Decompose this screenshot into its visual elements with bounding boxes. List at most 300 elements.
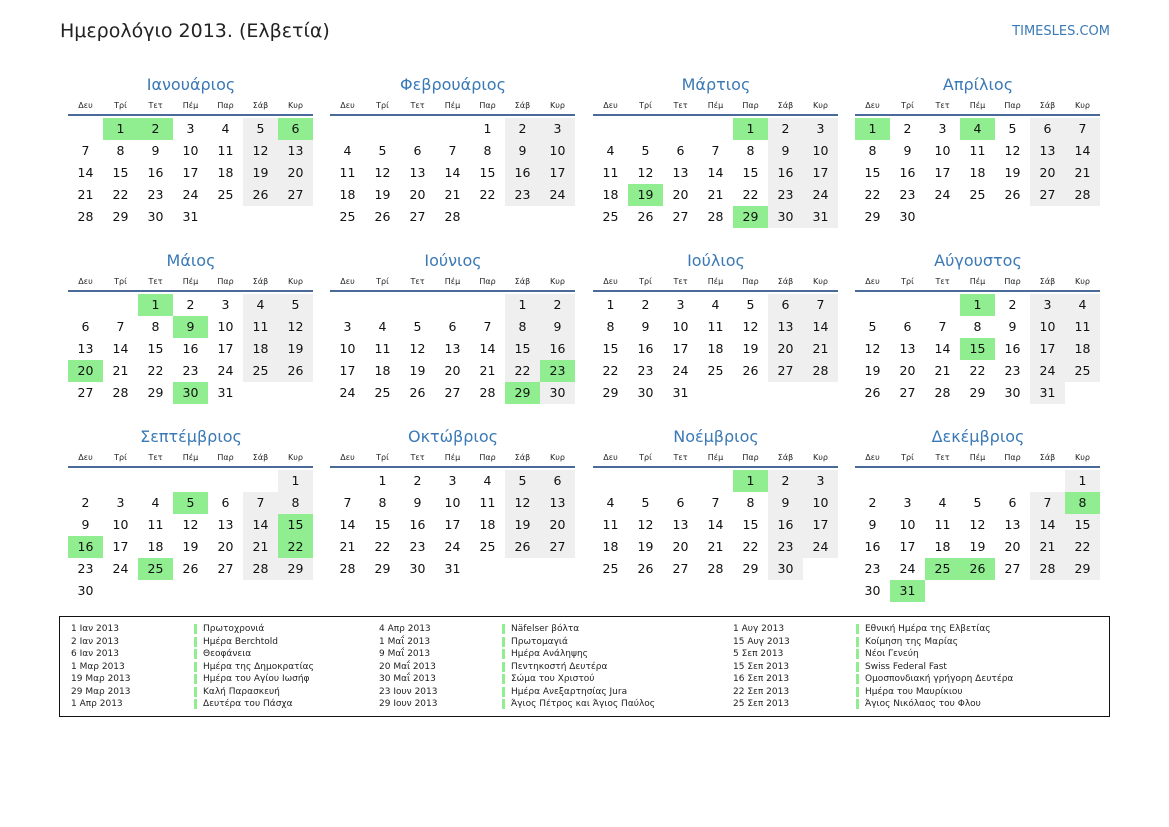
- day-cell[interactable]: 22: [505, 360, 540, 382]
- day-cell[interactable]: 16: [768, 162, 803, 184]
- day-cell[interactable]: 5: [973, 495, 982, 510]
- day-cell[interactable]: 5: [278, 294, 313, 316]
- day-cell[interactable]: 4: [1065, 294, 1100, 316]
- day-cell[interactable]: 15: [112, 165, 129, 180]
- holiday-day-cell[interactable]: 25: [925, 558, 960, 580]
- day-cell[interactable]: 21: [479, 363, 496, 378]
- day-cell[interactable]: 9: [81, 517, 90, 532]
- day-cell[interactable]: 29: [969, 385, 986, 400]
- day-cell[interactable]: 9: [151, 143, 160, 158]
- day-cell[interactable]: 24: [444, 539, 461, 554]
- day-cell[interactable]: 8: [973, 319, 982, 334]
- day-cell[interactable]: 17: [803, 514, 838, 536]
- day-cell[interactable]: 16: [1004, 341, 1021, 356]
- day-cell[interactable]: 30: [77, 583, 94, 598]
- day-cell[interactable]: 17: [934, 165, 951, 180]
- day-cell[interactable]: 17: [112, 539, 129, 554]
- day-cell[interactable]: 5: [378, 143, 387, 158]
- day-cell[interactable]: 3: [540, 118, 575, 140]
- day-cell[interactable]: 28: [444, 209, 461, 224]
- day-cell[interactable]: 5: [746, 297, 755, 312]
- day-cell[interactable]: 28: [1065, 184, 1100, 206]
- holiday-day-cell[interactable]: 1: [960, 294, 995, 316]
- day-cell[interactable]: 22: [864, 187, 881, 202]
- day-cell[interactable]: 10: [803, 140, 838, 162]
- day-cell[interactable]: 9: [505, 140, 540, 162]
- day-cell[interactable]: 17: [803, 162, 838, 184]
- day-cell[interactable]: 31: [444, 561, 461, 576]
- day-cell[interactable]: 25: [374, 385, 391, 400]
- day-cell[interactable]: 26: [637, 209, 654, 224]
- day-cell[interactable]: 14: [803, 316, 838, 338]
- day-cell[interactable]: 9: [768, 492, 803, 514]
- day-cell[interactable]: 2: [868, 495, 877, 510]
- day-cell[interactable]: 19: [742, 341, 759, 356]
- day-cell[interactable]: 15: [864, 165, 881, 180]
- day-cell[interactable]: 18: [1065, 338, 1100, 360]
- day-cell[interactable]: 16: [540, 338, 575, 360]
- day-cell[interactable]: 9: [903, 143, 912, 158]
- day-cell[interactable]: 19: [182, 539, 199, 554]
- day-cell[interactable]: 15: [742, 517, 759, 532]
- day-cell[interactable]: 6: [768, 294, 803, 316]
- day-cell[interactable]: 4: [606, 143, 615, 158]
- day-cell[interactable]: 16: [899, 165, 916, 180]
- day-cell[interactable]: 3: [116, 495, 125, 510]
- day-cell[interactable]: 26: [1004, 187, 1021, 202]
- day-cell[interactable]: 23: [147, 187, 164, 202]
- day-cell[interactable]: 3: [803, 470, 838, 492]
- day-cell[interactable]: 16: [182, 341, 199, 356]
- day-cell[interactable]: 6: [81, 319, 90, 334]
- day-cell[interactable]: 23: [505, 184, 540, 206]
- day-cell[interactable]: 14: [934, 341, 951, 356]
- day-cell[interactable]: 6: [1008, 495, 1017, 510]
- day-cell[interactable]: 20: [672, 187, 689, 202]
- holiday-day-cell[interactable]: 9: [173, 316, 208, 338]
- day-cell[interactable]: 19: [637, 539, 654, 554]
- day-cell[interactable]: 14: [707, 517, 724, 532]
- day-cell[interactable]: 26: [742, 363, 759, 378]
- day-cell[interactable]: 5: [641, 495, 650, 510]
- day-cell[interactable]: 6: [1030, 118, 1065, 140]
- day-cell[interactable]: 17: [1030, 338, 1065, 360]
- day-cell[interactable]: 11: [147, 517, 164, 532]
- day-cell[interactable]: 4: [938, 495, 947, 510]
- day-cell[interactable]: 16: [768, 514, 803, 536]
- day-cell[interactable]: 6: [221, 495, 230, 510]
- day-cell[interactable]: 14: [707, 165, 724, 180]
- day-cell[interactable]: 15: [742, 165, 759, 180]
- day-cell[interactable]: 18: [147, 539, 164, 554]
- day-cell[interactable]: 23: [899, 187, 916, 202]
- day-cell[interactable]: 11: [934, 517, 951, 532]
- day-cell[interactable]: 18: [217, 165, 234, 180]
- day-cell[interactable]: 19: [505, 514, 540, 536]
- day-cell[interactable]: 12: [742, 319, 759, 334]
- day-cell[interactable]: 13: [672, 165, 689, 180]
- day-cell[interactable]: 10: [672, 319, 689, 334]
- day-cell[interactable]: 25: [243, 360, 278, 382]
- day-cell[interactable]: 13: [1004, 517, 1021, 532]
- day-cell[interactable]: 27: [217, 561, 234, 576]
- day-cell[interactable]: 9: [1008, 319, 1017, 334]
- day-cell[interactable]: 3: [448, 473, 457, 488]
- day-cell[interactable]: 18: [243, 338, 278, 360]
- day-cell[interactable]: 27: [540, 536, 575, 558]
- day-cell[interactable]: 12: [505, 492, 540, 514]
- day-cell[interactable]: 8: [868, 143, 877, 158]
- day-cell[interactable]: 29: [374, 561, 391, 576]
- day-cell[interactable]: 3: [803, 118, 838, 140]
- day-cell[interactable]: 10: [444, 495, 461, 510]
- day-cell[interactable]: 5: [1008, 121, 1017, 136]
- day-cell[interactable]: 3: [676, 297, 685, 312]
- day-cell[interactable]: 8: [606, 319, 615, 334]
- holiday-day-cell[interactable]: 8: [1065, 492, 1100, 514]
- day-cell[interactable]: 22: [374, 539, 391, 554]
- day-cell[interactable]: 12: [969, 517, 986, 532]
- day-cell[interactable]: 28: [934, 385, 951, 400]
- day-cell[interactable]: 15: [479, 165, 496, 180]
- day-cell[interactable]: 15: [602, 341, 619, 356]
- day-cell[interactable]: 10: [1030, 316, 1065, 338]
- day-cell[interactable]: 27: [672, 561, 689, 576]
- day-cell[interactable]: 3: [903, 495, 912, 510]
- holiday-day-cell[interactable]: 1: [138, 294, 173, 316]
- day-cell[interactable]: 15: [374, 517, 391, 532]
- day-cell[interactable]: 2: [540, 294, 575, 316]
- day-cell[interactable]: 12: [409, 341, 426, 356]
- day-cell[interactable]: 7: [803, 294, 838, 316]
- day-cell[interactable]: 2: [413, 473, 422, 488]
- day-cell[interactable]: 25: [707, 363, 724, 378]
- day-cell[interactable]: 12: [243, 140, 278, 162]
- day-cell[interactable]: 31: [182, 209, 199, 224]
- day-cell[interactable]: 20: [217, 539, 234, 554]
- day-cell[interactable]: 13: [444, 341, 461, 356]
- day-cell[interactable]: 2: [505, 118, 540, 140]
- day-cell[interactable]: 10: [803, 492, 838, 514]
- day-cell[interactable]: 12: [864, 341, 881, 356]
- day-cell[interactable]: 24: [934, 187, 951, 202]
- day-cell[interactable]: 17: [540, 162, 575, 184]
- day-cell[interactable]: 17: [444, 517, 461, 532]
- day-cell[interactable]: 22: [742, 539, 759, 554]
- holiday-day-cell[interactable]: 19: [628, 184, 663, 206]
- day-cell[interactable]: 21: [1030, 536, 1065, 558]
- day-cell[interactable]: 16: [409, 517, 426, 532]
- day-cell[interactable]: 31: [803, 206, 838, 228]
- day-cell[interactable]: 13: [1030, 140, 1065, 162]
- day-cell[interactable]: 30: [768, 206, 803, 228]
- day-cell[interactable]: 25: [217, 187, 234, 202]
- day-cell[interactable]: 7: [81, 143, 90, 158]
- day-cell[interactable]: 22: [969, 363, 986, 378]
- day-cell[interactable]: 17: [339, 363, 356, 378]
- day-cell[interactable]: 17: [899, 539, 916, 554]
- day-cell[interactable]: 13: [77, 341, 94, 356]
- day-cell[interactable]: 4: [378, 319, 387, 334]
- day-cell[interactable]: 19: [374, 187, 391, 202]
- day-cell[interactable]: 27: [444, 385, 461, 400]
- day-cell[interactable]: 22: [112, 187, 129, 202]
- day-cell[interactable]: 21: [339, 539, 356, 554]
- day-cell[interactable]: 11: [602, 165, 619, 180]
- day-cell[interactable]: 8: [278, 492, 313, 514]
- holiday-day-cell[interactable]: 26: [960, 558, 995, 580]
- day-cell[interactable]: 10: [112, 517, 129, 532]
- day-cell[interactable]: 14: [112, 341, 129, 356]
- day-cell[interactable]: 5: [868, 319, 877, 334]
- brand-link[interactable]: TIMESLES.COM: [1012, 24, 1110, 39]
- holiday-day-cell[interactable]: 1: [103, 118, 138, 140]
- day-cell[interactable]: 10: [182, 143, 199, 158]
- day-cell[interactable]: 7: [711, 143, 720, 158]
- holiday-day-cell[interactable]: 29: [733, 206, 768, 228]
- day-cell[interactable]: 20: [540, 514, 575, 536]
- day-cell[interactable]: 9: [641, 319, 650, 334]
- day-cell[interactable]: 28: [77, 209, 94, 224]
- day-cell[interactable]: 20: [409, 187, 426, 202]
- day-cell[interactable]: 12: [182, 517, 199, 532]
- day-cell[interactable]: 26: [505, 536, 540, 558]
- day-cell[interactable]: 23: [768, 184, 803, 206]
- day-cell[interactable]: 27: [1030, 184, 1065, 206]
- day-cell[interactable]: 30: [768, 558, 803, 580]
- day-cell[interactable]: 20: [1030, 162, 1065, 184]
- day-cell[interactable]: 18: [934, 539, 951, 554]
- day-cell[interactable]: 15: [505, 338, 540, 360]
- day-cell[interactable]: 2: [768, 118, 803, 140]
- day-cell[interactable]: 16: [637, 341, 654, 356]
- day-cell[interactable]: 10: [934, 143, 951, 158]
- day-cell[interactable]: 8: [505, 316, 540, 338]
- day-cell[interactable]: 23: [768, 536, 803, 558]
- day-cell[interactable]: 4: [343, 143, 352, 158]
- holiday-day-cell[interactable]: 30: [173, 382, 208, 404]
- day-cell[interactable]: 10: [540, 140, 575, 162]
- day-cell[interactable]: 30: [899, 209, 916, 224]
- day-cell[interactable]: 3: [1030, 294, 1065, 316]
- day-cell[interactable]: 22: [1065, 536, 1100, 558]
- day-cell[interactable]: 11: [217, 143, 234, 158]
- day-cell[interactable]: 12: [637, 517, 654, 532]
- holiday-day-cell[interactable]: 1: [855, 118, 890, 140]
- day-cell[interactable]: 23: [637, 363, 654, 378]
- day-cell[interactable]: 21: [803, 338, 838, 360]
- holiday-day-cell[interactable]: 22: [278, 536, 313, 558]
- day-cell[interactable]: 28: [707, 561, 724, 576]
- day-cell[interactable]: 18: [602, 539, 619, 554]
- day-cell[interactable]: 27: [278, 184, 313, 206]
- day-cell[interactable]: 17: [182, 165, 199, 180]
- day-cell[interactable]: 28: [707, 209, 724, 224]
- day-cell[interactable]: 28: [339, 561, 356, 576]
- day-cell[interactable]: 8: [746, 143, 755, 158]
- day-cell[interactable]: 11: [339, 165, 356, 180]
- day-cell[interactable]: 28: [243, 558, 278, 580]
- day-cell[interactable]: 21: [1065, 162, 1100, 184]
- day-cell[interactable]: 28: [1030, 558, 1065, 580]
- holiday-day-cell[interactable]: 6: [278, 118, 313, 140]
- day-cell[interactable]: 31: [672, 385, 689, 400]
- day-cell[interactable]: 10: [217, 319, 234, 334]
- day-cell[interactable]: 18: [479, 517, 496, 532]
- day-cell[interactable]: 2: [1008, 297, 1017, 312]
- day-cell[interactable]: 30: [864, 583, 881, 598]
- day-cell[interactable]: 21: [112, 363, 129, 378]
- day-cell[interactable]: 5: [243, 118, 278, 140]
- day-cell[interactable]: 1: [378, 473, 387, 488]
- day-cell[interactable]: 28: [112, 385, 129, 400]
- day-cell[interactable]: 4: [711, 297, 720, 312]
- holiday-day-cell[interactable]: 29: [505, 382, 540, 404]
- day-cell[interactable]: 25: [602, 209, 619, 224]
- day-cell[interactable]: 6: [540, 470, 575, 492]
- day-cell[interactable]: 19: [278, 338, 313, 360]
- day-cell[interactable]: 4: [606, 495, 615, 510]
- holiday-day-cell[interactable]: 1: [733, 470, 768, 492]
- day-cell[interactable]: 13: [217, 517, 234, 532]
- day-cell[interactable]: 24: [540, 184, 575, 206]
- day-cell[interactable]: 8: [378, 495, 387, 510]
- day-cell[interactable]: 31: [217, 385, 234, 400]
- day-cell[interactable]: 2: [768, 470, 803, 492]
- day-cell[interactable]: 19: [409, 363, 426, 378]
- day-cell[interactable]: 11: [479, 495, 496, 510]
- day-cell[interactable]: 6: [676, 143, 685, 158]
- day-cell[interactable]: 29: [147, 385, 164, 400]
- day-cell[interactable]: 2: [641, 297, 650, 312]
- day-cell[interactable]: 14: [77, 165, 94, 180]
- day-cell[interactable]: 6: [676, 495, 685, 510]
- day-cell[interactable]: 24: [672, 363, 689, 378]
- day-cell[interactable]: 24: [112, 561, 129, 576]
- day-cell[interactable]: 30: [540, 382, 575, 404]
- holiday-day-cell[interactable]: 15: [278, 514, 313, 536]
- day-cell[interactable]: 13: [768, 316, 803, 338]
- day-cell[interactable]: 11: [602, 517, 619, 532]
- day-cell[interactable]: 7: [243, 492, 278, 514]
- day-cell[interactable]: 25: [602, 561, 619, 576]
- day-cell[interactable]: 14: [243, 514, 278, 536]
- day-cell[interactable]: 16: [505, 162, 540, 184]
- day-cell[interactable]: 20: [672, 539, 689, 554]
- day-cell[interactable]: 27: [77, 385, 94, 400]
- day-cell[interactable]: 24: [803, 536, 838, 558]
- day-cell[interactable]: 13: [899, 341, 916, 356]
- holiday-day-cell[interactable]: 20: [68, 360, 103, 382]
- day-cell[interactable]: 26: [278, 360, 313, 382]
- day-cell[interactable]: 7: [483, 319, 492, 334]
- day-cell[interactable]: 5: [413, 319, 422, 334]
- day-cell[interactable]: 24: [899, 561, 916, 576]
- day-cell[interactable]: 24: [803, 184, 838, 206]
- day-cell[interactable]: 9: [868, 517, 877, 532]
- day-cell[interactable]: 11: [707, 319, 724, 334]
- day-cell[interactable]: 23: [864, 561, 881, 576]
- day-cell[interactable]: 20: [278, 162, 313, 184]
- day-cell[interactable]: 1: [606, 297, 615, 312]
- day-cell[interactable]: 28: [479, 385, 496, 400]
- day-cell[interactable]: 12: [374, 165, 391, 180]
- day-cell[interactable]: 26: [637, 561, 654, 576]
- day-cell[interactable]: 11: [374, 341, 391, 356]
- day-cell[interactable]: 20: [768, 338, 803, 360]
- day-cell[interactable]: 25: [969, 187, 986, 202]
- day-cell[interactable]: 14: [339, 517, 356, 532]
- day-cell[interactable]: 18: [339, 187, 356, 202]
- day-cell[interactable]: 7: [116, 319, 125, 334]
- day-cell[interactable]: 24: [1030, 360, 1065, 382]
- day-cell[interactable]: 4: [243, 294, 278, 316]
- day-cell[interactable]: 26: [409, 385, 426, 400]
- day-cell[interactable]: 5: [641, 143, 650, 158]
- day-cell[interactable]: 20: [1004, 539, 1021, 554]
- day-cell[interactable]: 7: [448, 143, 457, 158]
- day-cell[interactable]: 9: [413, 495, 422, 510]
- day-cell[interactable]: 14: [1065, 140, 1100, 162]
- day-cell[interactable]: 18: [707, 341, 724, 356]
- day-cell[interactable]: 7: [1065, 118, 1100, 140]
- day-cell[interactable]: 1: [278, 470, 313, 492]
- day-cell[interactable]: 17: [217, 341, 234, 356]
- day-cell[interactable]: 15: [1065, 514, 1100, 536]
- day-cell[interactable]: 13: [409, 165, 426, 180]
- day-cell[interactable]: 13: [672, 517, 689, 532]
- day-cell[interactable]: 14: [444, 165, 461, 180]
- day-cell[interactable]: 30: [1004, 385, 1021, 400]
- day-cell[interactable]: 5: [505, 470, 540, 492]
- day-cell[interactable]: 18: [969, 165, 986, 180]
- day-cell[interactable]: 4: [221, 121, 230, 136]
- day-cell[interactable]: 21: [934, 363, 951, 378]
- day-cell[interactable]: 9: [540, 316, 575, 338]
- day-cell[interactable]: 17: [672, 341, 689, 356]
- day-cell[interactable]: 22: [602, 363, 619, 378]
- day-cell[interactable]: 3: [343, 319, 352, 334]
- day-cell[interactable]: 27: [409, 209, 426, 224]
- day-cell[interactable]: 21: [707, 187, 724, 202]
- day-cell[interactable]: 30: [637, 385, 654, 400]
- day-cell[interactable]: 23: [77, 561, 94, 576]
- day-cell[interactable]: 10: [339, 341, 356, 356]
- day-cell[interactable]: 24: [339, 385, 356, 400]
- day-cell[interactable]: 24: [182, 187, 199, 202]
- day-cell[interactable]: 1: [505, 294, 540, 316]
- day-cell[interactable]: 21: [77, 187, 94, 202]
- day-cell[interactable]: 19: [243, 162, 278, 184]
- day-cell[interactable]: 31: [1030, 382, 1065, 404]
- day-cell[interactable]: 8: [151, 319, 160, 334]
- day-cell[interactable]: 8: [116, 143, 125, 158]
- day-cell[interactable]: 11: [1065, 316, 1100, 338]
- day-cell[interactable]: 26: [374, 209, 391, 224]
- day-cell[interactable]: 26: [243, 184, 278, 206]
- holiday-day-cell[interactable]: 4: [960, 118, 995, 140]
- holiday-day-cell[interactable]: 31: [890, 580, 925, 602]
- day-cell[interactable]: 12: [1004, 143, 1021, 158]
- holiday-day-cell[interactable]: 23: [540, 360, 575, 382]
- day-cell[interactable]: 4: [483, 473, 492, 488]
- holiday-day-cell[interactable]: 2: [138, 118, 173, 140]
- day-cell[interactable]: 22: [147, 363, 164, 378]
- day-cell[interactable]: 25: [339, 209, 356, 224]
- day-cell[interactable]: 1: [483, 121, 492, 136]
- day-cell[interactable]: 16: [864, 539, 881, 554]
- holiday-day-cell[interactable]: 1: [733, 118, 768, 140]
